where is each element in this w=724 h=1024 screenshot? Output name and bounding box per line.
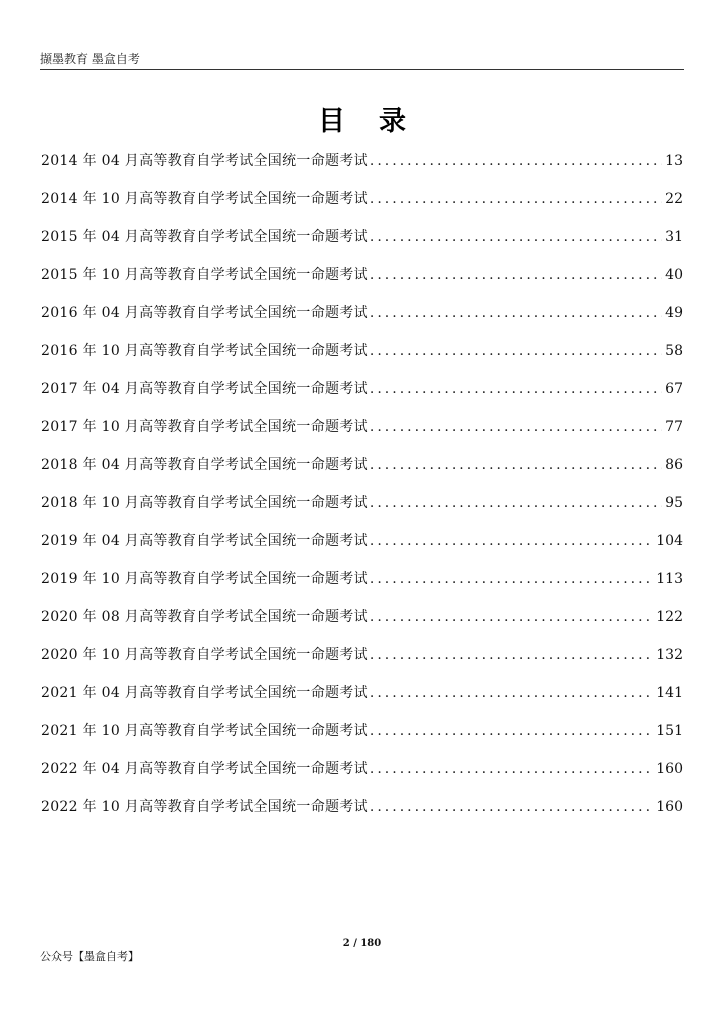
toc-entry-page: 13 (665, 153, 683, 169)
toc-entry-page: 141 (656, 685, 683, 701)
toc-entry-label: 2014 年 04 月高等教育自学考试全国统一命题考试 (41, 153, 368, 169)
toc-entry[interactable] (41, 486, 683, 524)
toc-entry-label: 2019 年 04 月高等教育自学考试全国统一命题考试 (41, 533, 368, 549)
page-number: 2 / 180 (342, 938, 382, 949)
toc-entry-label: 2020 年 08 月高等教育自学考试全国统一命题考试 (41, 609, 368, 625)
toc-entry[interactable] (41, 182, 683, 220)
toc-entry-label: 2017 年 10 月高等教育自学考试全国统一命题考试 (41, 419, 368, 435)
toc-entry[interactable] (41, 562, 683, 600)
toc-entry-label: 2014 年 10 月高等教育自学考试全国统一命题考试 (41, 191, 368, 207)
toc-entry[interactable] (41, 448, 683, 486)
toc-entry[interactable] (41, 638, 683, 676)
toc-entry-label: 2019 年 10 月高等教育自学考试全国统一命题考试 (41, 571, 368, 587)
toc-entry-page: 122 (656, 609, 683, 625)
toc-entry-label: 2021 年 04 月高等教育自学考试全国统一命题考试 (41, 685, 368, 701)
toc-list (41, 144, 683, 828)
toc-dot-leader (370, 182, 662, 216)
toc-entry-page: 104 (656, 533, 683, 549)
toc-entry[interactable] (41, 144, 683, 182)
toc-dot-leader (370, 676, 653, 710)
toc-entry-page: 86 (665, 457, 683, 473)
toc-entry[interactable] (41, 714, 683, 752)
toc-dot-leader (370, 524, 653, 558)
toc-entry[interactable] (41, 790, 683, 828)
toc-entry-page: 40 (665, 267, 683, 283)
toc-entry[interactable] (41, 258, 683, 296)
toc-entry-label: 2015 年 04 月高等教育自学考试全国统一命题考试 (41, 229, 368, 245)
toc-entry-page: 160 (656, 761, 683, 777)
toc-entry-page: 58 (665, 343, 683, 359)
header-text: 撷墨教育 墨盒自考 (40, 52, 140, 66)
toc-entry-label: 2016 年 04 月高等教育自学考试全国统一命题考试 (41, 305, 368, 321)
toc-entry-label: 2017 年 04 月高等教育自学考试全国统一命题考试 (41, 381, 368, 397)
toc-entry-label: 2018 年 10 月高等教育自学考试全国统一命题考试 (41, 495, 368, 511)
footer-text: 公众号【墨盒自考】 (40, 950, 139, 963)
toc-entry-page: 31 (665, 229, 683, 245)
toc-dot-leader (370, 334, 662, 368)
toc-entry[interactable] (41, 600, 683, 638)
toc-entry[interactable] (41, 676, 683, 714)
toc-dot-leader (370, 752, 653, 786)
toc-entry[interactable] (41, 220, 683, 258)
toc-dot-leader (370, 372, 662, 406)
toc-dot-leader (370, 790, 653, 824)
toc-dot-leader (370, 600, 653, 634)
toc-entry-label: 2021 年 10 月高等教育自学考试全国统一命题考试 (41, 723, 368, 739)
toc-dot-leader (370, 638, 653, 672)
toc-entry[interactable] (41, 296, 683, 334)
toc-entry[interactable] (41, 372, 683, 410)
toc-entry[interactable] (41, 524, 683, 562)
toc-dot-leader (370, 144, 662, 178)
toc-entry-page: 22 (665, 191, 683, 207)
toc-entry-page: 77 (665, 419, 683, 435)
toc-entry-page: 95 (665, 495, 683, 511)
toc-entry-page: 113 (656, 571, 683, 587)
toc-dot-leader (370, 714, 653, 748)
toc-entry-page: 132 (656, 647, 683, 663)
toc-entry-page: 151 (656, 723, 683, 739)
toc-entry[interactable] (41, 752, 683, 790)
toc-entry[interactable] (41, 410, 683, 448)
toc-dot-leader (370, 296, 662, 330)
toc-dot-leader (370, 258, 662, 292)
toc-entry-label: 2015 年 10 月高等教育自学考试全国统一命题考试 (41, 267, 368, 283)
toc-entry-page: 67 (665, 381, 683, 397)
toc-dot-leader (370, 410, 662, 444)
toc-dot-leader (370, 220, 662, 254)
toc-entry-label: 2020 年 10 月高等教育自学考试全国统一命题考试 (41, 647, 368, 663)
toc-dot-leader (370, 486, 662, 520)
toc-entry-label: 2022 年 10 月高等教育自学考试全国统一命题考试 (41, 799, 368, 815)
toc-entry-label: 2022 年 04 月高等教育自学考试全国统一命题考试 (41, 761, 368, 777)
toc-entry-label: 2018 年 04 月高等教育自学考试全国统一命题考试 (41, 457, 368, 473)
toc-dot-leader (370, 448, 662, 482)
toc-title: 目录 (318, 106, 440, 137)
toc-entry[interactable] (41, 334, 683, 372)
toc-entry-page: 49 (665, 305, 683, 321)
page-header (40, 52, 684, 70)
toc-dot-leader (370, 562, 653, 596)
toc-entry-label: 2016 年 10 月高等教育自学考试全国统一命题考试 (41, 343, 368, 359)
toc-entry-page: 160 (656, 799, 683, 815)
